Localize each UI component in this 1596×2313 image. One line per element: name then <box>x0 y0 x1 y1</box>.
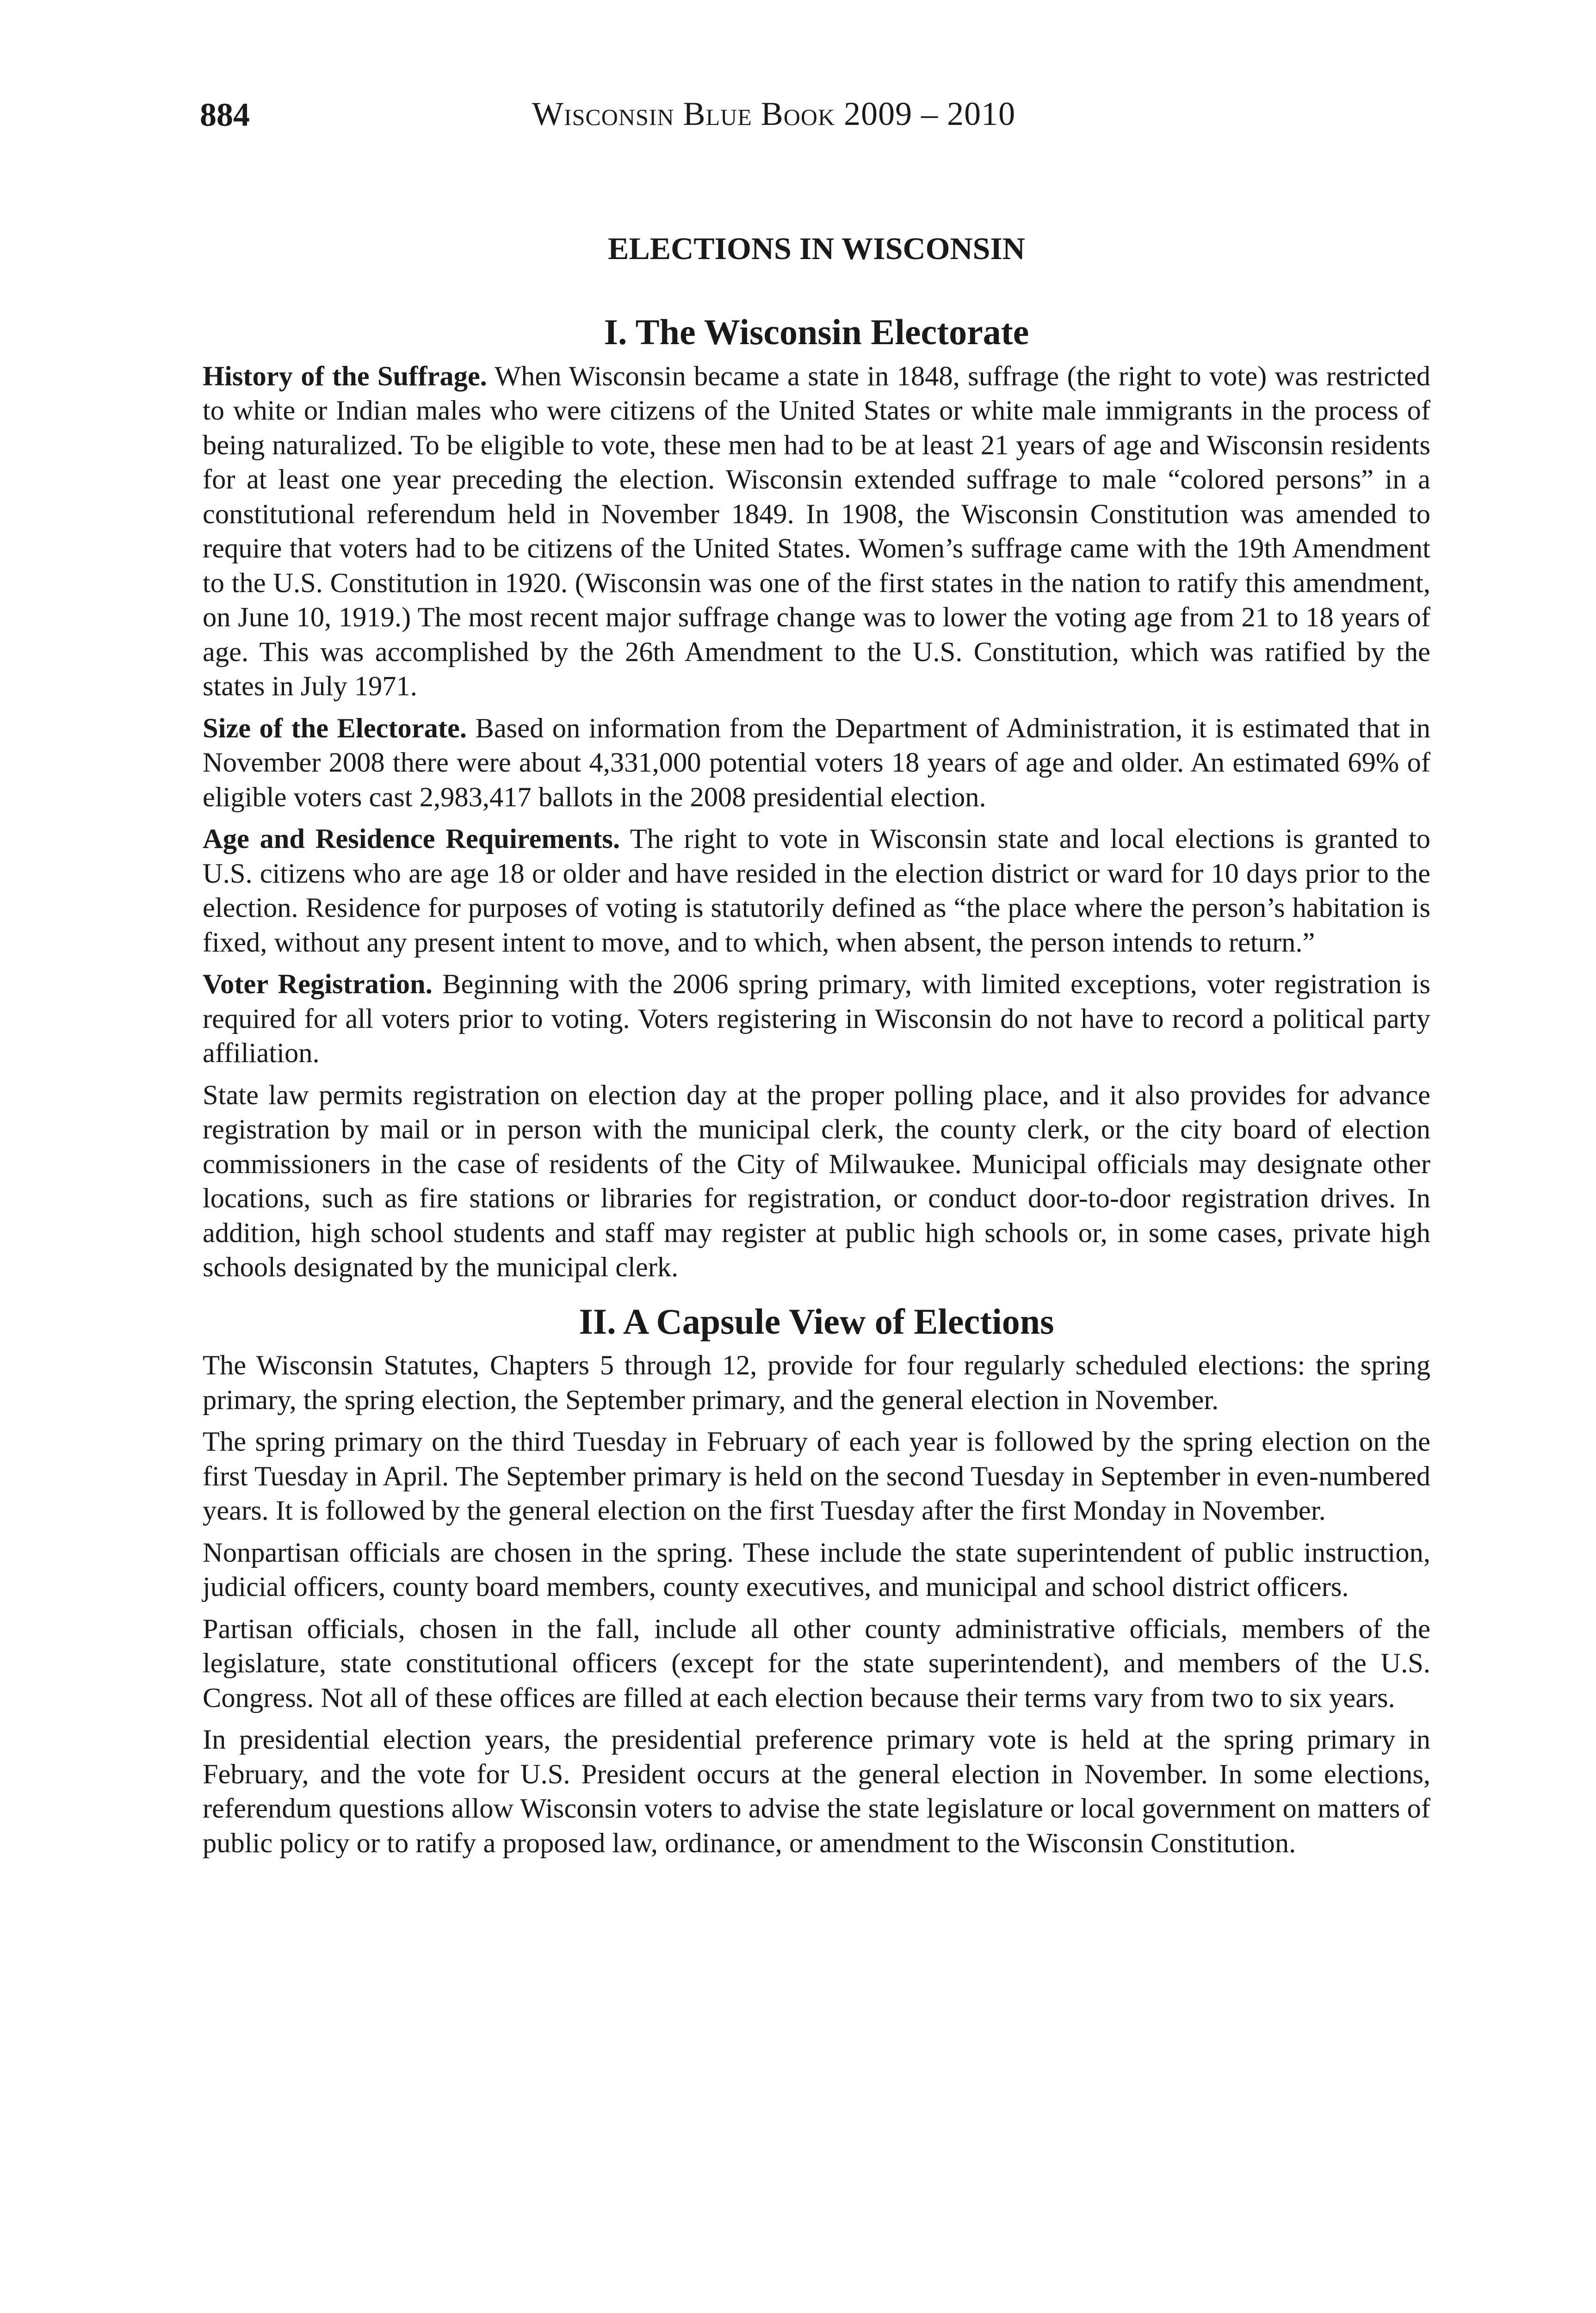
paragraph-text: State law permits registration on election day at the proper polling place, and it also provides for advance registration by mail or in person with the municipal clerk, the county clerk, or the city board of election commissioners in the case of residents of the City of Milwaukee. Municipal officials may designate other locations, such as fire stations or libraries for registration, or conduct door-to-door registration drives. In addition, high school students and staff may register at public high schools or, in some cases, private high schools designated by the municipal clerk. <box>203 1079 1430 1283</box>
section-heading-capsule-view: II. A Capsule View of Elections <box>579 1301 1054 1342</box>
run-in-heading: Age and Residence Requirements. <box>203 823 620 855</box>
paragraph-text: The right to vote in Wisconsin state and local elections is granted to U.S. citizens who are age 18 or older and have resided in the election district or ward for 10 days prior to the election. Residence for purposes of voting is statutorily defined as “the place where the person’s habitation is fixed, without any present intent to move, and to which, when absent, the person intends to return.” <box>203 823 1430 958</box>
paragraph-history-of-suffrage <box>203 359 1430 704</box>
running-head: Wisconsin Blue Book 2009 – 2010 <box>532 95 1016 132</box>
paragraph-nonpartisan-officials: Nonpartisan officials are chosen in the spring. These include the state superintendent of public instruction, judicial officers, county board members, county executives, and municipal and school district officers. <box>203 1537 1430 1603</box>
section-heading-electorate: I. The Wisconsin Electorate <box>604 311 1029 352</box>
run-in-heading: Size of the Electorate. <box>203 712 467 744</box>
paragraph-text: When Wisconsin became a state in 1848, suffrage (the right to vote) was restricted to white or Indian males who were citizens of the United States or white male immigrants in the process of being naturalized. To be eligible to vote, these men had to be at least 21 years of age and Wisconsin residents for at least one year preceding the election. Wisconsin extended suffrage to male “colored persons” in a constitutional referendum held in November 1849. In 1908, the Wisconsin Constitution was amended to require that voters had to be citizens of the United States. Women’s suffrage came with the 19th Amendment to the U.S. Constitution in 1920. (Wisconsin was one of the first states in the nation to ratify this amendment, on June 10, 1919.) The most recent major suffrage change was to lower the voting age from 21 to 18 years of age. This was accomplished by the 26th Amendment to the U.S. Constitution, which was ratified by the states in July 1971. <box>203 360 1430 702</box>
paragraph-voter-registration <box>203 967 1430 1071</box>
paragraph-size-of-electorate <box>203 711 1430 815</box>
paragraph-registration-locations <box>203 1078 1430 1285</box>
page-content <box>203 231 1430 1868</box>
paragraph-election-dates: The spring primary on the third Tuesday in February of each year is followed by the spring election on the first Tuesday in April. The September primary is held on the second Tuesday in September in even-numbered years. It is followed by the general election on the first Tuesday after the first Monday in November. <box>203 1426 1430 1527</box>
paragraph-age-residence <box>203 822 1430 960</box>
page-number: 884 <box>200 96 250 133</box>
paragraph-partisan-officials: Partisan officials, chosen in the fall, include all other county administrative officials, members of the legislature, state constitutional officers (except for the state superintendent), and members of the U.S. Congress. Not all of these offices are filled at each election because their terms vary from two to six years. <box>203 1613 1430 1713</box>
run-in-heading: History of the Suffrage. <box>203 360 487 392</box>
paragraph-scheduled-elections: The Wisconsin Statutes, Chapters 5 through 12, provide for four regularly scheduled elections: the spring primary, the spring election, the September primary, and the general election in November. <box>203 1350 1430 1416</box>
paragraph-text: Based on information from the Department of Administration, it is estimated that in November 2008 there were about 4,331,000 potential voters 18 years of age and older. An estimated 69% of eligible voters cast 2,983,417 ballots in the 2008 presidential election. <box>203 712 1430 813</box>
run-in-heading: Voter Registration. <box>203 969 433 1000</box>
paragraph-text: Beginning with the 2006 spring primary, with limited exceptions, voter registration is required for all voters prior to voting. Voters registering in Wisconsin do not have to record a political party affiliation. <box>203 969 1430 1069</box>
paragraph-presidential-years: In presidential election years, the presidential preference primary vote is held at the spring primary in February, and the vote for U.S. President occurs at the general election in November. In some elections, referendum questions allow Wisconsin voters to advise the state legislature or local government on matters of public policy or to ratify a proposed law, ordinance, or amendment to the Wisconsin Constitution. <box>203 1724 1430 1859</box>
document-title: ELECTIONS IN WISCONSIN <box>608 231 1025 266</box>
